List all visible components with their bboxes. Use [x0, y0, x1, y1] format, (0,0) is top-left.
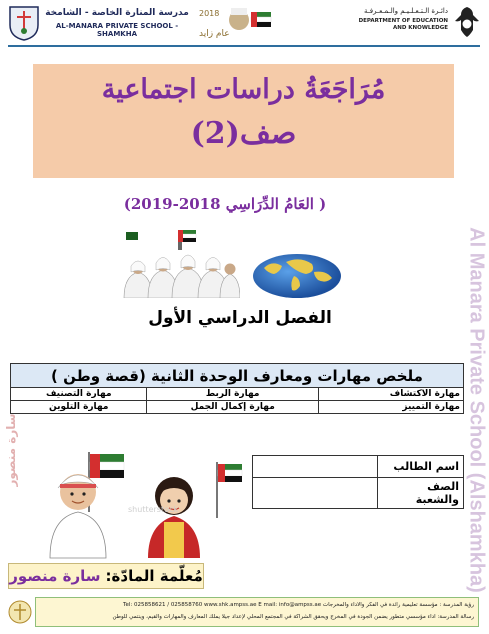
- student-info-table: [252, 455, 464, 509]
- teacher-name: سارة منصور: [9, 567, 101, 585]
- right-watermark: [463, 200, 489, 620]
- skill-cell: مهارة الربط: [147, 388, 318, 401]
- page-header: [0, 0, 489, 46]
- department-name-line1: DEPARTMENT OF EDUCATION: [358, 18, 448, 24]
- falcon-emblem-icon: [452, 4, 482, 40]
- student-name-label: اسم الطالب: [378, 456, 464, 478]
- teacher-label: مُعلّمة المادّة:: [105, 567, 203, 585]
- skill-cell: مهارة إكمال الجمل: [147, 401, 318, 414]
- skill-cell: مهارة التمييز: [318, 401, 463, 414]
- watermark-text: Al Manara Private School (Alshamkha): [465, 227, 488, 593]
- footer-mission-line: رسالة المدرسة: أداء مؤسسي متطور يضمن الجودة في المخرج ويحقق الشراكة في المجتمع المحلي لإعداد جيلا يملك المعارف والمهارات والقيم، وينتمي للوطن: [112, 614, 474, 620]
- leaders-photo: [120, 228, 240, 298]
- class-section-label: الصف والشعبة: [378, 478, 464, 509]
- skills-heading: ملخص مهارات ومعارف الوحدة الثانية (قصة وطن ): [11, 364, 464, 388]
- footer-vision-line: رؤية المدرسة : مؤسسة تعليمية رائدة في الفكر والأداء والمخرجات Tel: 025858621 / 025858760 www.shk.ampss.ae E mail: info@ampss.ae: [123, 602, 474, 608]
- department-name-english: [350, 18, 448, 32]
- skills-summary-table: [10, 363, 464, 414]
- skill-cell: مهارة التصنيف: [11, 388, 147, 401]
- globe-map-image: [250, 250, 344, 300]
- table-row: [11, 401, 464, 414]
- footer-school-logo: [7, 599, 33, 625]
- department-name-line2: AND KNOWLEDGE: [392, 25, 448, 31]
- academic-year: ( العَامُ الدِّرَاسِي 2018-2019): [123, 195, 327, 213]
- emirati-children-clipart: [32, 448, 244, 560]
- watermark-text-left: سارة منصور: [4, 413, 18, 487]
- year-of-zayed-logo: [195, 4, 275, 40]
- left-watermark: [0, 395, 22, 505]
- student-name-field[interactable]: [253, 456, 378, 478]
- semester-label: الفصل الدراسي الأول: [148, 308, 332, 328]
- table-row: [253, 478, 464, 509]
- svg-text:2018: 2018: [199, 9, 220, 18]
- skill-cell: مهارة التلوين: [11, 401, 147, 414]
- skills-heading-row: [11, 364, 464, 388]
- svg-text:عام زايد: عام زايد: [199, 29, 230, 39]
- table-row: [253, 456, 464, 478]
- department-name-arabic: دائـرة الـتـعـلـيـم والـمـعـرفـة: [364, 7, 448, 15]
- header-divider: [8, 45, 480, 47]
- skill-cell: مهارة الاكتشاف: [318, 388, 463, 401]
- footer-info-box: [35, 597, 479, 627]
- school-name-english: AL-MANARA PRIVATE SCHOOL - SHAMKHA: [55, 22, 179, 38]
- school-logo: [6, 3, 42, 41]
- table-row: [11, 388, 464, 401]
- school-name-arabic: مدرسة المنارة الخاصة - الشامخة: [45, 8, 189, 18]
- grade-title: صف(2): [190, 116, 297, 151]
- image-watermark-text: shutterstock: [128, 505, 179, 514]
- subject-title: مُرَاجَعَةُ دراسات اجتماعية: [101, 74, 386, 105]
- teacher-box: [8, 563, 204, 589]
- class-section-field[interactable]: [253, 478, 378, 509]
- title-banner: [33, 64, 454, 178]
